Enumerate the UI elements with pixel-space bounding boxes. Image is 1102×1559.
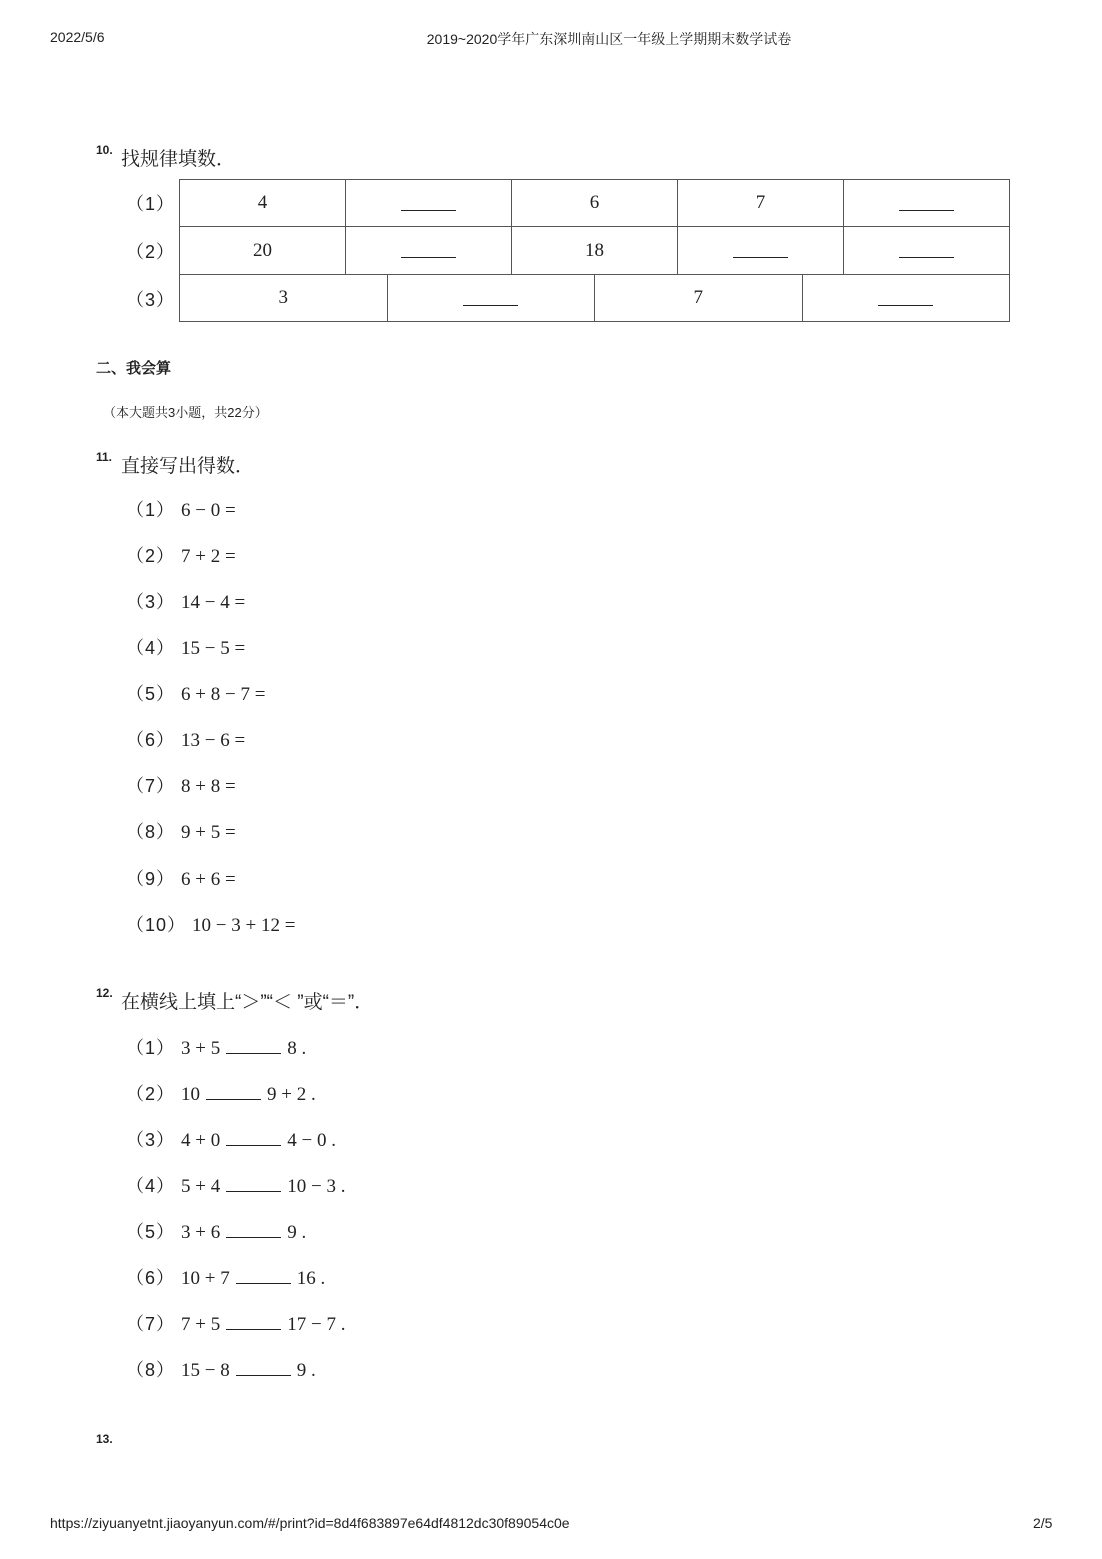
pattern-cell: 7 [594, 275, 802, 321]
pattern-row-1 [179, 179, 1010, 227]
pattern-cell-blank [345, 180, 511, 226]
pattern-cell: 4 [257, 192, 268, 213]
footer-url: https://ziyuanyetnt.jiaoyanyun.com/#/print?id=8d4f683897e64df4812dc30f89054c0e [50, 1515, 570, 1531]
compare-item: （7） 7 + 5 17 − 7 . [126, 1314, 346, 1335]
calc-item: （6） 13 − 6 = [126, 730, 246, 751]
section-title: 二、我会算 [96, 360, 172, 377]
calc-item: （5） 6 + 8 − 7 = [126, 684, 266, 705]
pattern-cell: 20 [253, 239, 272, 261]
pattern-cell-blank [345, 227, 511, 274]
answer-blank [226, 1329, 281, 1330]
pattern-cell-blank [677, 227, 843, 274]
compare-item: （4） 5 + 4 10 − 3 . [126, 1176, 346, 1197]
question-number-10: 10. [96, 143, 113, 157]
answer-blank [226, 1237, 281, 1238]
calc-item: （1） 6 − 0 = [126, 500, 236, 521]
pattern-cell-blank [843, 180, 1009, 226]
pattern-cell: 6 [511, 180, 677, 226]
page-number: 2/5 [1033, 1515, 1053, 1531]
pattern-cell: 7 [677, 180, 843, 226]
compare-item: （2） 10 9 + 2 . [126, 1084, 316, 1105]
pattern-cell-blank [843, 227, 1009, 274]
pattern-row-3 [179, 274, 1010, 322]
compare-item: （8） 15 − 8 9 . [126, 1360, 316, 1381]
compare-item: （5） 3 + 6 9 . [126, 1222, 307, 1243]
row-label-2: （2） [126, 242, 176, 262]
question-number-13: 13. [96, 1432, 113, 1446]
pattern-cell: 3 [278, 287, 288, 308]
calc-item: （8） 9 + 5 = [126, 822, 236, 843]
answer-blank [206, 1099, 261, 1100]
calc-item: （10） 10 − 3 + 12 = [126, 915, 296, 936]
question-text-11: 直接写出得数． [121, 456, 255, 477]
calc-item: （9） 6 + 6 = [126, 869, 236, 890]
answer-blank [236, 1283, 291, 1284]
answer-blank [226, 1053, 281, 1054]
question-text-10: 找规律填数． [121, 149, 236, 170]
question-number-11: 11. [96, 450, 113, 464]
row-label-3: （3） [126, 290, 176, 310]
answer-blank [226, 1191, 281, 1192]
calc-item: （7） 8 + 8 = [126, 776, 236, 797]
pattern-cell-blank [387, 275, 595, 321]
print-date: 2022/5/6 [50, 29, 105, 45]
compare-item: （3） 4 + 0 4 − 0 . [126, 1130, 336, 1151]
document-title: 2019~2020学年广东深圳南山区一年级上学期期末数学试卷 [426, 31, 792, 47]
calc-item: （3） 14 − 4 = [126, 592, 246, 613]
answer-blank [226, 1145, 281, 1146]
pattern-cell: 18 [511, 227, 677, 274]
calc-item: （4） 15 − 5 = [126, 638, 246, 659]
pattern-row-2 [179, 226, 1010, 275]
calc-item: （2） 7 + 2 = [126, 546, 236, 567]
compare-item: （6） 10 + 7 16 . [126, 1268, 326, 1289]
compare-item: （1） 3 + 5 8 . [126, 1038, 307, 1059]
question-number-12: 12. [96, 986, 113, 1000]
row-label-1: （1） [126, 194, 176, 214]
pattern-cell-blank [802, 275, 1010, 321]
section-note: （本大题共3小题，共22分） [103, 405, 268, 420]
answer-blank [236, 1375, 291, 1376]
question-text-12: 在横线上填上“＞”“＜ ”或“＝”． [121, 992, 374, 1013]
